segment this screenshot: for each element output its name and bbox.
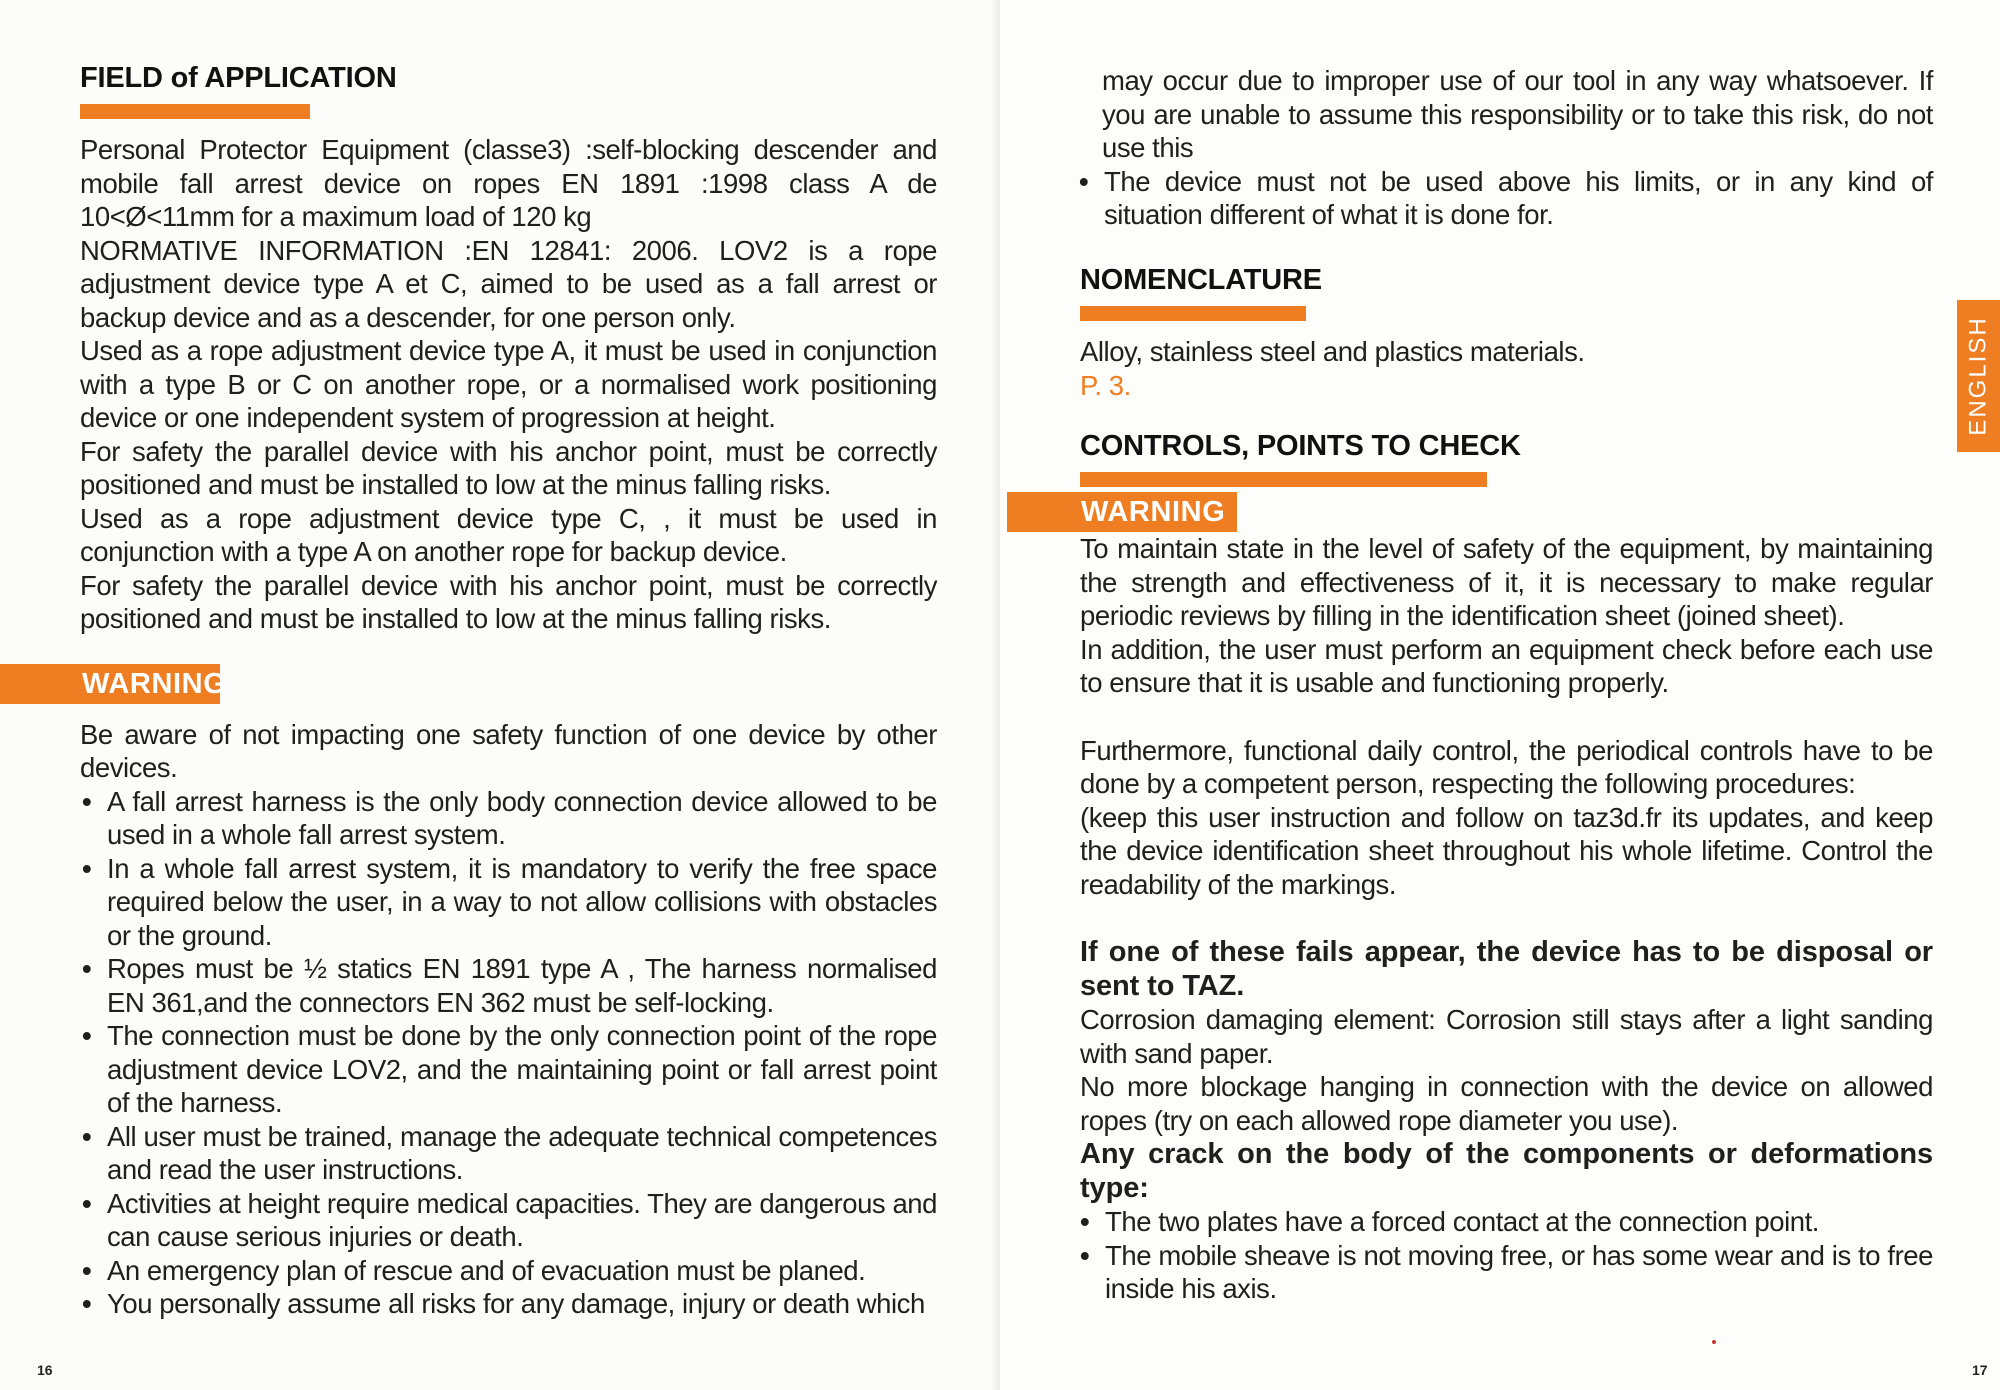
warning-label: WARNING: [1007, 492, 1237, 532]
warning-label: WARNING: [0, 664, 220, 704]
page-number: 16: [37, 1362, 53, 1378]
controls-heading: CONTROLS, POINTS TO CHECK: [1080, 430, 1521, 462]
controls-paragraph: In addition, the user must perform an equipment check before each use to ensure that it is usable and functioning properly.: [1080, 633, 1933, 698]
list-item: • In a whole fall arrest system, it is mandatory to verify the free space required below the user, in a way to not allow collisions with obstacles or the ground.: [80, 852, 937, 953]
list-item: • You personally assume all risks for any damage, injury or death which: [80, 1287, 937, 1321]
controls-body: [1080, 532, 1933, 1306]
fail-paragraph: Corrosion damaging element: Corrosion still stays after a light sanding with sand paper.: [1080, 1004, 1933, 1069]
scan-speck: [1712, 1340, 1716, 1344]
field-paragraph: NORMATIVE INFORMATION :EN 12841: 2006. LOV2 is a rope adjustment device type A et C, aimed to be used as a fall arrest or backup device and as a descender, for one person only.: [80, 234, 937, 333]
field-paragraph: Used as a rope adjustment device type C, , it must be used in conjunction with a type A on another rope for backup device.: [80, 502, 937, 567]
warning-intro: Be aware of not impacting one safety function of one device by other devices.: [80, 718, 937, 783]
warning-badge-left: [0, 664, 230, 704]
list-item: • The device must not be used above his limits, or in any kind of situation different of what it is done for.: [1077, 165, 1933, 232]
heading-underline: [1080, 472, 1487, 487]
field-paragraph: For safety the parallel device with his anchor point, must be correctly positioned and must be installed to low at the minus falling risks.: [80, 435, 937, 500]
field-paragraph: Used as a rope adjustment device type A, it must be used in conjunction with a type B or C on another rope, or a normalised work positioning device or one independent system of progression at height.: [80, 335, 937, 433]
fail-paragraph: No more blockage hanging in connection with the device on allowed ropes (try on each allowed rope diameter you use).: [1080, 1071, 1933, 1136]
warning-badge-right: [1007, 492, 1237, 532]
right-page: [1000, 0, 2000, 1390]
spacer: [1080, 700, 1933, 734]
list-item: • An emergency plan of rescue and of evacuation must be planed.: [80, 1254, 937, 1288]
crack-bullet-list: [1078, 1205, 1933, 1306]
page-number: 17: [1972, 1362, 1988, 1378]
list-item: • All user must be trained, manage the adequate technical competences and read the user instructions.: [80, 1120, 937, 1187]
language-label: ENGLISH: [1964, 316, 1992, 436]
right-continued-block: [1102, 64, 1933, 232]
list-item: • Activities at height require medical capacities. They are dangerous and can cause serious injuries or death.: [80, 1187, 937, 1254]
list-item: • The mobile sheave is not moving free, or has some wear and is to free inside his axis.: [1078, 1239, 1933, 1306]
nomenclature-text: Alloy, stainless steel and plastics materials.: [1080, 336, 1585, 367]
heading-underline: [80, 104, 310, 119]
continued-bullet-list: [1077, 165, 1933, 232]
page-reference: P. 3.: [1080, 369, 1131, 401]
list-item: • The two plates have a forced contact at the connection point.: [1078, 1205, 1933, 1239]
daily-control-paragraph: (keep this user instruction and follow on taz3d.fr its updates, and keep the device identification sheet throughout his whole lifetime. Control the readability of the markings.: [1080, 801, 1933, 900]
warning-bullet-list: [80, 785, 937, 1321]
continued-paragraph: may occur due to improper use of our tool in any way whatsoever. If you are unable to assume this responsibility or to take this risk, do not use this: [1102, 65, 1933, 163]
language-tab: [1957, 300, 2000, 452]
list-item: • The connection must be done by the only connection point of the rope adjustment device LOV2, and the maintaining point or fall arrest point of the harness.: [80, 1019, 937, 1120]
field-paragraph: For safety the parallel device with his anchor point, must be correctly positioned and must be installed to low at the minus falling risks.: [80, 569, 937, 634]
fails-heading: If one of these fails appear, the device has to be disposal or sent to TAZ.: [1080, 936, 1933, 1002]
list-item: • A fall arrest harness is the only body connection device allowed to be used in a whole fall arrest system.: [80, 785, 937, 852]
heading-underline: [1080, 306, 1306, 321]
crack-heading: Any crack on the body of the components or deformations type:: [1080, 1138, 1933, 1204]
field-paragraph: Personal Protector Equipment (classe3) :self-blocking descender and mobile fall arrest device on ropes EN 1891 :1998 class A de 10<Ø<11mm for a maximum load of 120 kg: [80, 134, 937, 232]
controls-section: [1080, 428, 1933, 501]
nomenclature-section: [1080, 262, 1933, 402]
nomenclature-heading: NOMENCLATURE: [1080, 264, 1322, 296]
spacer: [1080, 901, 1933, 935]
field-of-application-heading: FIELD of APPLICATION: [80, 62, 397, 94]
list-item: • Ropes must be ½ statics EN 1891 type A , The harness normalised EN 361,and the connectors EN 362 must be self-locking.: [80, 952, 937, 1019]
controls-paragraph: To maintain state in the level of safety of the equipment, by maintaining the strength and effectiveness of it, it is necessary to make regular periodic reviews by filling in the identification sheet (joined sheet).: [1080, 533, 1933, 631]
daily-control-paragraph: Furthermore, functional daily control, the periodical controls have to be done by a competent person, respecting the following procedures:: [1080, 734, 1933, 799]
